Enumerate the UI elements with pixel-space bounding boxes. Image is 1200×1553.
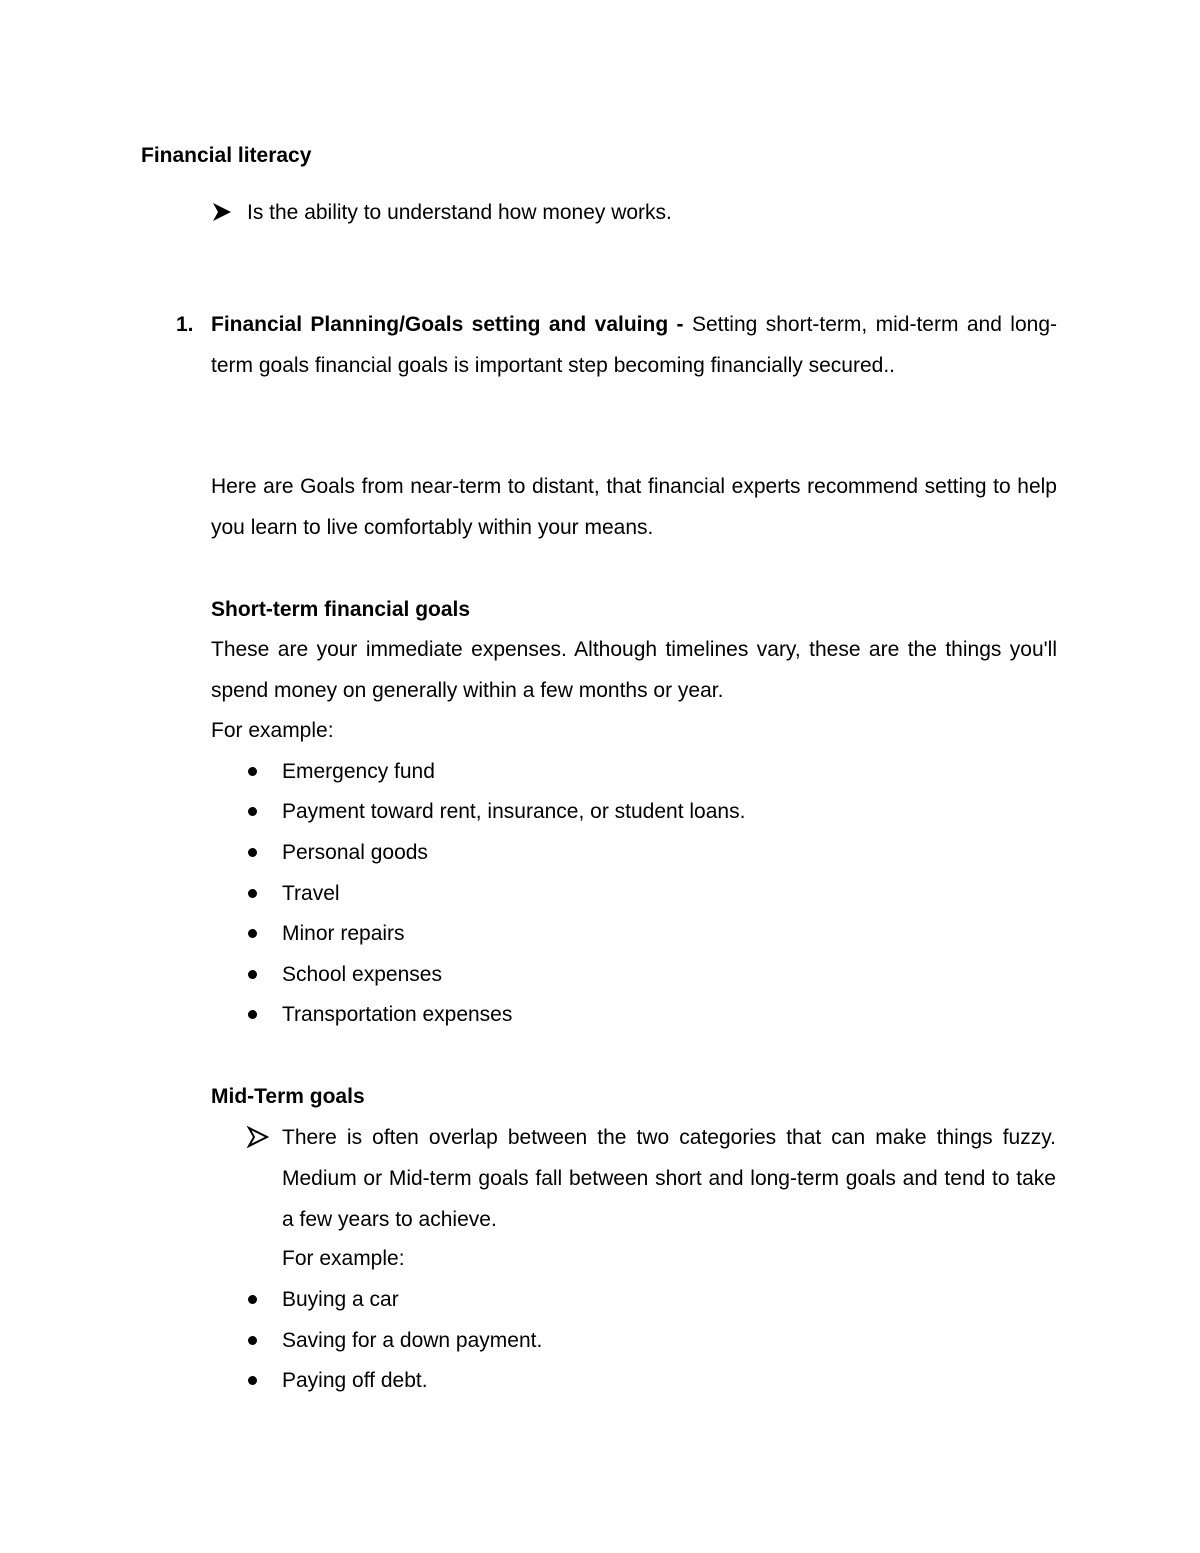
definition-text: Is the ability to understand how money works.	[247, 201, 672, 224]
mid-term-example-label: For example:	[282, 1247, 405, 1270]
bullet-icon	[248, 889, 257, 898]
bullet-icon	[248, 1295, 257, 1304]
short-term-body: These are your immediate expenses. Although timelines vary, these are the things you'll spend money on generally within a few months or year.	[211, 638, 1057, 702]
list-item: Emergency fund	[282, 760, 435, 783]
arrow-bullet-icon	[247, 1126, 269, 1154]
bullet-icon	[248, 848, 257, 857]
page-title: Financial literacy	[141, 144, 312, 167]
bullet-icon	[248, 807, 257, 816]
mid-term-heading: Mid-Term goals	[211, 1085, 365, 1108]
list-item: Personal goods	[282, 841, 428, 864]
list-item: Travel	[282, 882, 340, 905]
bullet-icon	[248, 1336, 257, 1345]
list-item: Payment toward rent, insurance, or student loans.	[282, 800, 746, 823]
mid-term-body: There is often overlap between the two categories that can make things fuzzy. Medium or Mid-term goals fall between short and long-term goals and tend to take a few years to achieve.	[282, 1126, 1056, 1231]
list-item: Saving for a down payment.	[282, 1329, 543, 1352]
list-item: Transportation expenses	[282, 1003, 513, 1026]
bullet-icon	[248, 1376, 257, 1385]
bullet-icon	[248, 1010, 257, 1019]
short-term-heading: Short-term financial goals	[211, 598, 471, 621]
bullet-icon	[248, 970, 257, 979]
section-number: 1.	[176, 313, 194, 336]
section-heading: Financial Planning/Goals setting and valuing -	[211, 313, 684, 336]
short-term-example-label: For example:	[211, 719, 334, 742]
list-item: Buying a car	[282, 1288, 399, 1311]
list-item: School expenses	[282, 963, 442, 986]
section-intro	[211, 304, 1057, 386]
list-item: Paying off debt.	[282, 1369, 428, 1392]
arrow-bullet-icon	[211, 201, 233, 229]
bullet-icon	[248, 929, 257, 938]
list-item: Minor repairs	[282, 922, 405, 945]
section-paragraph: Here are Goals from near-term to distant, that financial experts recommend setting to help you learn to live comfortably within your means.	[211, 475, 1057, 539]
bullet-icon	[248, 767, 257, 776]
section-intro-text: Setting short-term, mid-term and long-term goals financial goals is important step becoming financially secured..	[211, 313, 1057, 377]
